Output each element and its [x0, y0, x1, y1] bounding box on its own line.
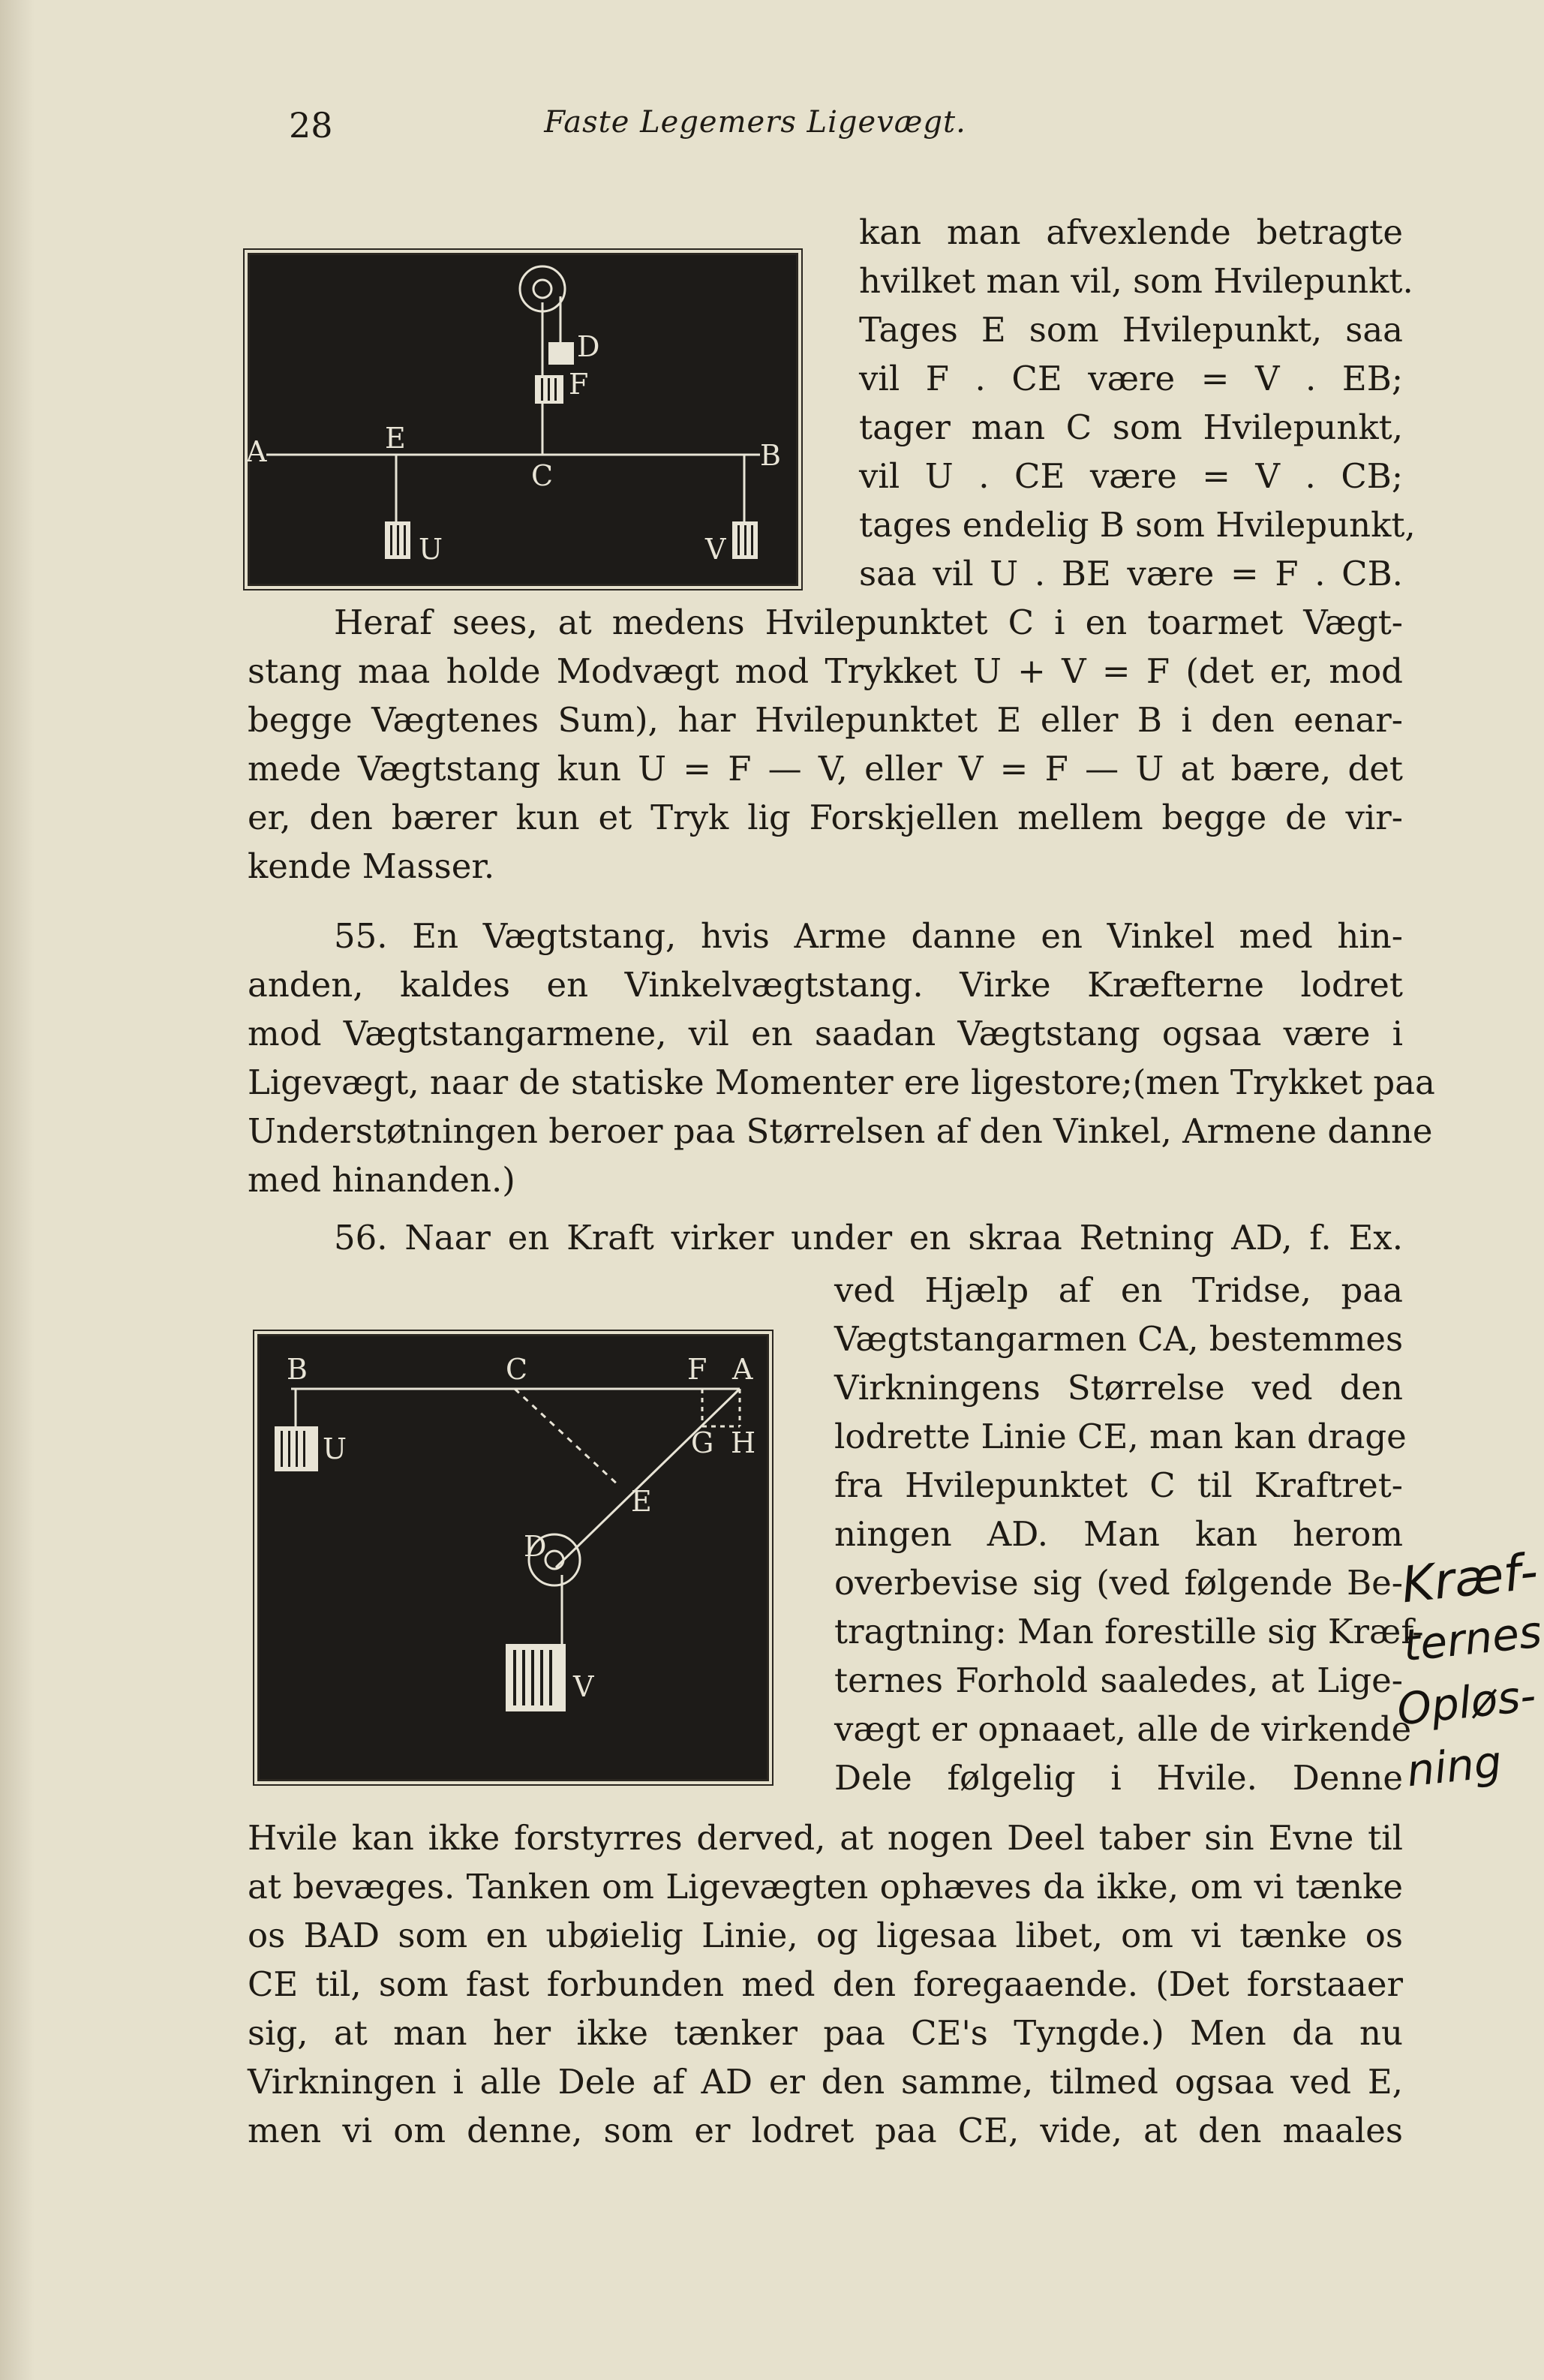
text-line: ved Hjælp af en Tridse, paa: [834, 1270, 1403, 1310]
fig2-label-H: H: [731, 1426, 756, 1459]
text-line: os BAD som en ubøielig Linie, og ligesaa libet, om vi tænke os: [248, 1916, 1403, 1955]
text-line: Virkningens Størrelse ved den: [834, 1368, 1403, 1408]
text-line: men vi om denne, som er lodret paa CE, vide, at den maales: [248, 2111, 1403, 2150]
text-line: at bevæges. Tanken om Ligevægten ophæves da ikke, om vi tænke: [248, 1867, 1403, 1907]
text-line: Dele følgelig i Hvile. Denne: [834, 1758, 1403, 1798]
book-spine: [0, 0, 35, 2380]
fig1-label-E: E: [385, 422, 406, 455]
fig2-label-G: G: [691, 1426, 714, 1459]
fig2-label-C: C: [506, 1353, 528, 1386]
handwritten-note-4: ning: [1404, 1735, 1504, 1797]
text-line: kan man afvexlende betragte: [859, 212, 1403, 252]
running-title: Faste Legemers Ligevægt.: [544, 105, 966, 140]
handwritten-note-3: Opløs-: [1394, 1669, 1539, 1735]
figure-lever-1: [248, 253, 798, 586]
text-line: Tages E som Hvilepunkt, saa: [859, 310, 1403, 350]
fig1-label-D: D: [577, 330, 600, 363]
handwritten-note-2: ternes: [1400, 1606, 1544, 1672]
text-line: ningen AD. Man kan herom: [834, 1514, 1403, 1554]
text-line: med hinanden.): [248, 1160, 515, 1200]
handwritten-note-1: Kræf-: [1398, 1542, 1541, 1615]
fig1-label-V: V: [705, 533, 726, 566]
fig2-label-B: B: [287, 1353, 308, 1386]
text-line: mede Vægtstang kun U = F — V, eller V = F — U at bære, det: [248, 749, 1403, 789]
text-line: Vægtstangarmen CA, bestemmes: [834, 1319, 1404, 1359]
text-line: vægt er opnaaet, alle de virkende: [834, 1709, 1412, 1749]
fig2-label-F: F: [687, 1353, 707, 1386]
text-line: tager man C som Hvilepunkt,: [859, 407, 1403, 447]
text-line: hvilket man vil, som Hvilepunkt.: [859, 261, 1413, 301]
fig2-label-V: V: [573, 1670, 594, 1703]
text-line: Ligevægt, naar de statiske Momenter ere ligestore;(men Trykket paa: [248, 1062, 1435, 1102]
figure-lever-2-drawing: [260, 1336, 767, 1779]
text-line: Hvile kan ikke forstyrres derved, at nogen Deel taber sin Evne til: [248, 1818, 1403, 1858]
fig2-label-D: D: [524, 1530, 547, 1563]
text-line: 56. Naar en Kraft virker under en skraa Retning AD, f. Ex.: [334, 1218, 1403, 1258]
text-line: 55. En Vægtstang, hvis Arme danne en Vinkel med hin-: [334, 916, 1403, 956]
text-line: tragtning: Man forestille sig Kræf-: [834, 1612, 1424, 1651]
text-line: kende Masser.: [248, 846, 495, 886]
fig2-label-U: U: [323, 1432, 347, 1465]
fig1-label-C: C: [531, 459, 554, 492]
text-line: overbevise sig (ved følgende Be-: [834, 1563, 1403, 1603]
fig1-label-U: U: [419, 533, 443, 566]
fig2-label-A: A: [732, 1353, 753, 1386]
page-number: 28: [289, 105, 333, 146]
fig2-label-E: E: [631, 1485, 652, 1518]
figure-lever-2: [257, 1334, 769, 1781]
text-line: saa vil U . BE være = F . CB.: [859, 554, 1403, 593]
fig1-label-B: B: [760, 439, 781, 472]
text-line: fra Hvilepunktet C til Kraftret-: [834, 1465, 1403, 1505]
text-line: Heraf sees, at medens Hvilepunktet C i en toarmet Vægt-: [334, 603, 1403, 642]
text-line: Understøtningen beroer paa Størrelsen af den Vinkel, Armene danne: [248, 1111, 1433, 1151]
text-line: er, den bærer kun et Tryk lig Forskjellen mellem begge de vir-: [248, 798, 1403, 837]
text-line: begge Vægtenes Sum), har Hvilepunktet E eller B i den eenar-: [248, 700, 1403, 740]
text-line: vil F . CE være = V . EB;: [859, 359, 1403, 398]
text-line: mod Vægtstangarmene, vil en saadan Vægtstang ogsaa være i: [248, 1014, 1403, 1053]
text-line: CE til, som fast forbunden med den foregaaende. (Det forstaaer: [248, 1964, 1403, 2004]
text-line: tages endelig B som Hvilepunkt,: [859, 505, 1416, 545]
text-line: sig, at man her ikke tænker paa CE's Tyngde.) Men da nu: [248, 2013, 1403, 2053]
fig1-label-F: F: [569, 368, 589, 401]
text-line: lodrette Linie CE, man kan drage: [834, 1417, 1407, 1456]
text-line: ternes Forhold saaledes, at Lige-: [834, 1660, 1403, 1700]
fig1-label-A: A: [246, 435, 267, 468]
text-line: anden, kaldes en Vinkelvægtstang. Virke Kræfterne lodret: [248, 965, 1403, 1005]
text-line: vil U . CE være = V . CB;: [859, 456, 1403, 496]
text-line: stang maa holde Modvægt mod Trykket U + V = F (det er, mod: [248, 651, 1403, 691]
text-line: Virkningen i alle Dele af AD er den samme, tilmed ogsaa ved E,: [248, 2062, 1403, 2102]
